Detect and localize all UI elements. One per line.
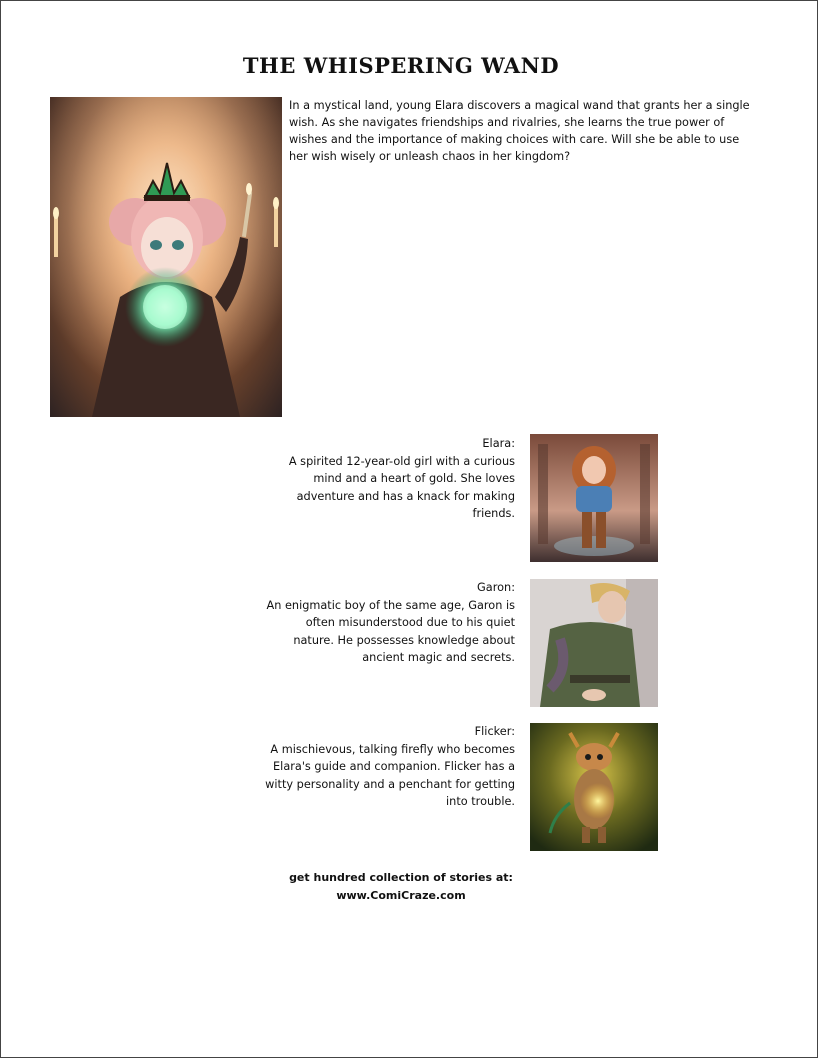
- character-portrait-flicker-art: [530, 723, 658, 851]
- character-description: An enigmatic boy of the same age, Garon is often misunderstood due to his quiet nature. He possesses knowledge about ancient magic and secrets.: [266, 598, 515, 664]
- character-entry-flicker: [265, 723, 515, 811]
- cover-illustration: [50, 97, 282, 417]
- character-portrait-elara-art: [530, 434, 658, 562]
- character-portrait-garon-art: [530, 579, 658, 707]
- cover-illustration-art: [50, 97, 282, 417]
- character-name: Garon:: [477, 581, 515, 594]
- character-description: A mischievous, talking firefly who becomes Elara's guide and companion. Flicker has a witty personality and a penchant for getting into trouble.: [265, 742, 515, 808]
- character-portrait-flicker: [530, 723, 658, 851]
- character-name: Flicker:: [474, 725, 515, 738]
- character-portrait-garon: [530, 579, 658, 707]
- character-portrait-elara: [530, 434, 658, 562]
- story-summary: In a mystical land, young Elara discovers a magical wand that grants her a single wish. As she navigates friendships and rivalries, she learns the true power of wishes and the importance of making choices with care. Will she be able to use her wish wisely or unleash chaos in her kingdom?: [289, 99, 750, 163]
- character-description: A spirited 12-year-old girl with a curious mind and a heart of gold. She loves adventure and has a knack for making friends.: [288, 454, 515, 520]
- character-name: Elara:: [482, 437, 515, 450]
- footer-promo: [281, 869, 521, 905]
- footer-line-1: get hundred collection of stories at:: [289, 871, 513, 884]
- character-entry-garon: [265, 579, 515, 667]
- footer-website-link[interactable]: www.ComiCraze.com: [336, 889, 466, 902]
- story-title: THE WHISPERING WAND: [242, 53, 560, 78]
- character-entry-elara: [265, 435, 515, 523]
